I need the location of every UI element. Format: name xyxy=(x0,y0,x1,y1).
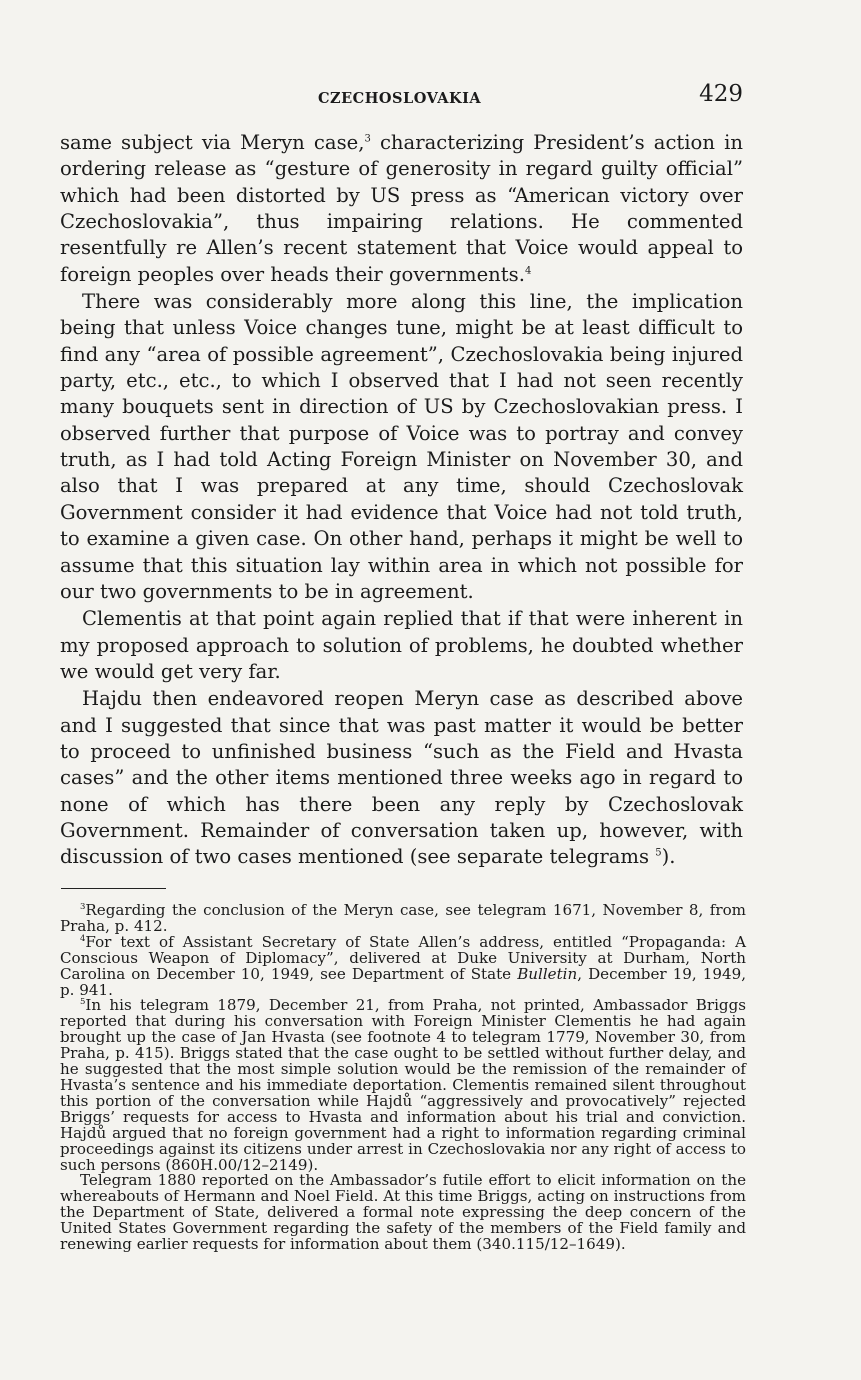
footnote-3 xyxy=(60,903,746,935)
page-header xyxy=(60,80,745,114)
footnote-4-tail: , December 19, 1949, p. 941. xyxy=(60,964,746,999)
footnote-5-continued: Telegram 1880 reported on the Ambassador’s futile effort to elicit information on the whereabouts of Hermann and Noel Field. At this time Briggs, acting on instructions from the Department of State, delivered a formal note expressing the deep concern of the United States Government regarding the safety of the members of the Field family and renewing earlier requests for information about them (340.115/12–1649). xyxy=(60,1171,746,1254)
page-number: 429 xyxy=(699,81,743,107)
footnote-divider xyxy=(61,888,166,889)
footnotes xyxy=(60,903,746,1253)
footnote-4-italic: Bulletin xyxy=(517,964,578,983)
footnote-mark-5: 5 xyxy=(80,997,86,1008)
paragraph-4-text-b: ). xyxy=(661,845,676,869)
footnote-4 xyxy=(60,932,746,999)
running-head: CZECHOSLOVAKIA xyxy=(318,90,482,107)
footnote-ref-3[interactable]: 3 xyxy=(364,133,371,145)
footnote-ref-4[interactable]: 4 xyxy=(524,265,532,277)
footnote-mark-4: 4 xyxy=(80,933,86,944)
footnote-4-text: For text of Assistant Secretary of State Allen’s address, entitled “Propaganda: A Conscious Weapon of Diplomacy”, delivered at Duke University at Durham, North Carolina on December 10, 1949, see Department of State xyxy=(60,932,746,983)
paragraph-4-text-a: Hajdu then endeavored reopen Meryn case as described above and I suggested that since that was past matter it would be better to proceed to unfinished business “such as the Field and Hvasta cases” and the other items mentioned three weeks ago in regard to none of which has there been any reply by Czechoslovak Government. Remainder of conversation taken up, however, with discussion of two cases mentioned (see separate telegrams xyxy=(60,687,743,869)
body-text xyxy=(60,130,743,871)
footnote-5-text: In his telegram 1879, December 21, from Praha, not printed, Ambassador Briggs reported that during his conversation with Foreign Minister Clementis he had again brought up the case of Jan Hvasta (see footnote 4 to telegram 1779, November 30, from Praha, p. 415). Briggs stated that the case ought to be settled without further delay, and he suggested that the most simple solution would be the remission of the remainder of Hvasta’s sentence and his immediate deportation. Clementis remained silent throughout this portion of the conversation while Hajdů “aggressively and provocatively” rejected Briggs’ requests for access to Hvasta and information about his trial and conviction. Hajdů argued that no foreign government had a right to information regarding criminal proceedings against its citizens under arrest in Czechoslovakia nor any right of access to such persons (860H.00/12–2149). xyxy=(60,996,746,1174)
paragraph-4 xyxy=(60,686,743,870)
paragraph-1-text-a: same subject via Meryn case, xyxy=(60,131,365,154)
footnote-3-text: Regarding the conclusion of the Meryn case, see telegram 1671, November 8, from Praha, p. 412. xyxy=(60,901,746,935)
footnote-ref-5[interactable]: 5 xyxy=(655,847,662,859)
paragraph-1-text-b: characterizing President’s action in ordering release as “gesture of generosity in regard guilty official” which had been distorted by US press as “American victory over Czechoslovakia”, thus impairing relations. He commented resentfully re Allen’s recent statement that Voice would appeal to foreign peoples over heads their governments. xyxy=(60,131,743,286)
paragraph-2: There was considerably more along this line, the implication being that unless Voice changes tune, might be at least difficult to find any “area of possible agreement”, Czechoslovakia being injured party, etc., etc., to which I observed that I had not seen recently many bouquets sent in direction of US by Czechoslovakian press. I observed further that purpose of Voice was to portray and convey truth, as I had told Acting Foreign Minister on November 30, and also that I was prepared at any time, should Czechoslovak Government consider it had evidence that Voice had not told truth, to examine a given case. On other hand, perhaps it might be well to assume that this situation lay within area in which not possible for our two governments to be in agreement. xyxy=(60,290,743,603)
footnote-mark-3: 3 xyxy=(80,901,86,912)
paragraph-3: Clementis at that point again replied that if that were inherent in my proposed approach to solution of problems, he doubted whether we would get very far. xyxy=(60,607,743,683)
paragraph-1 xyxy=(60,130,743,288)
footnote-5 xyxy=(60,998,746,1173)
